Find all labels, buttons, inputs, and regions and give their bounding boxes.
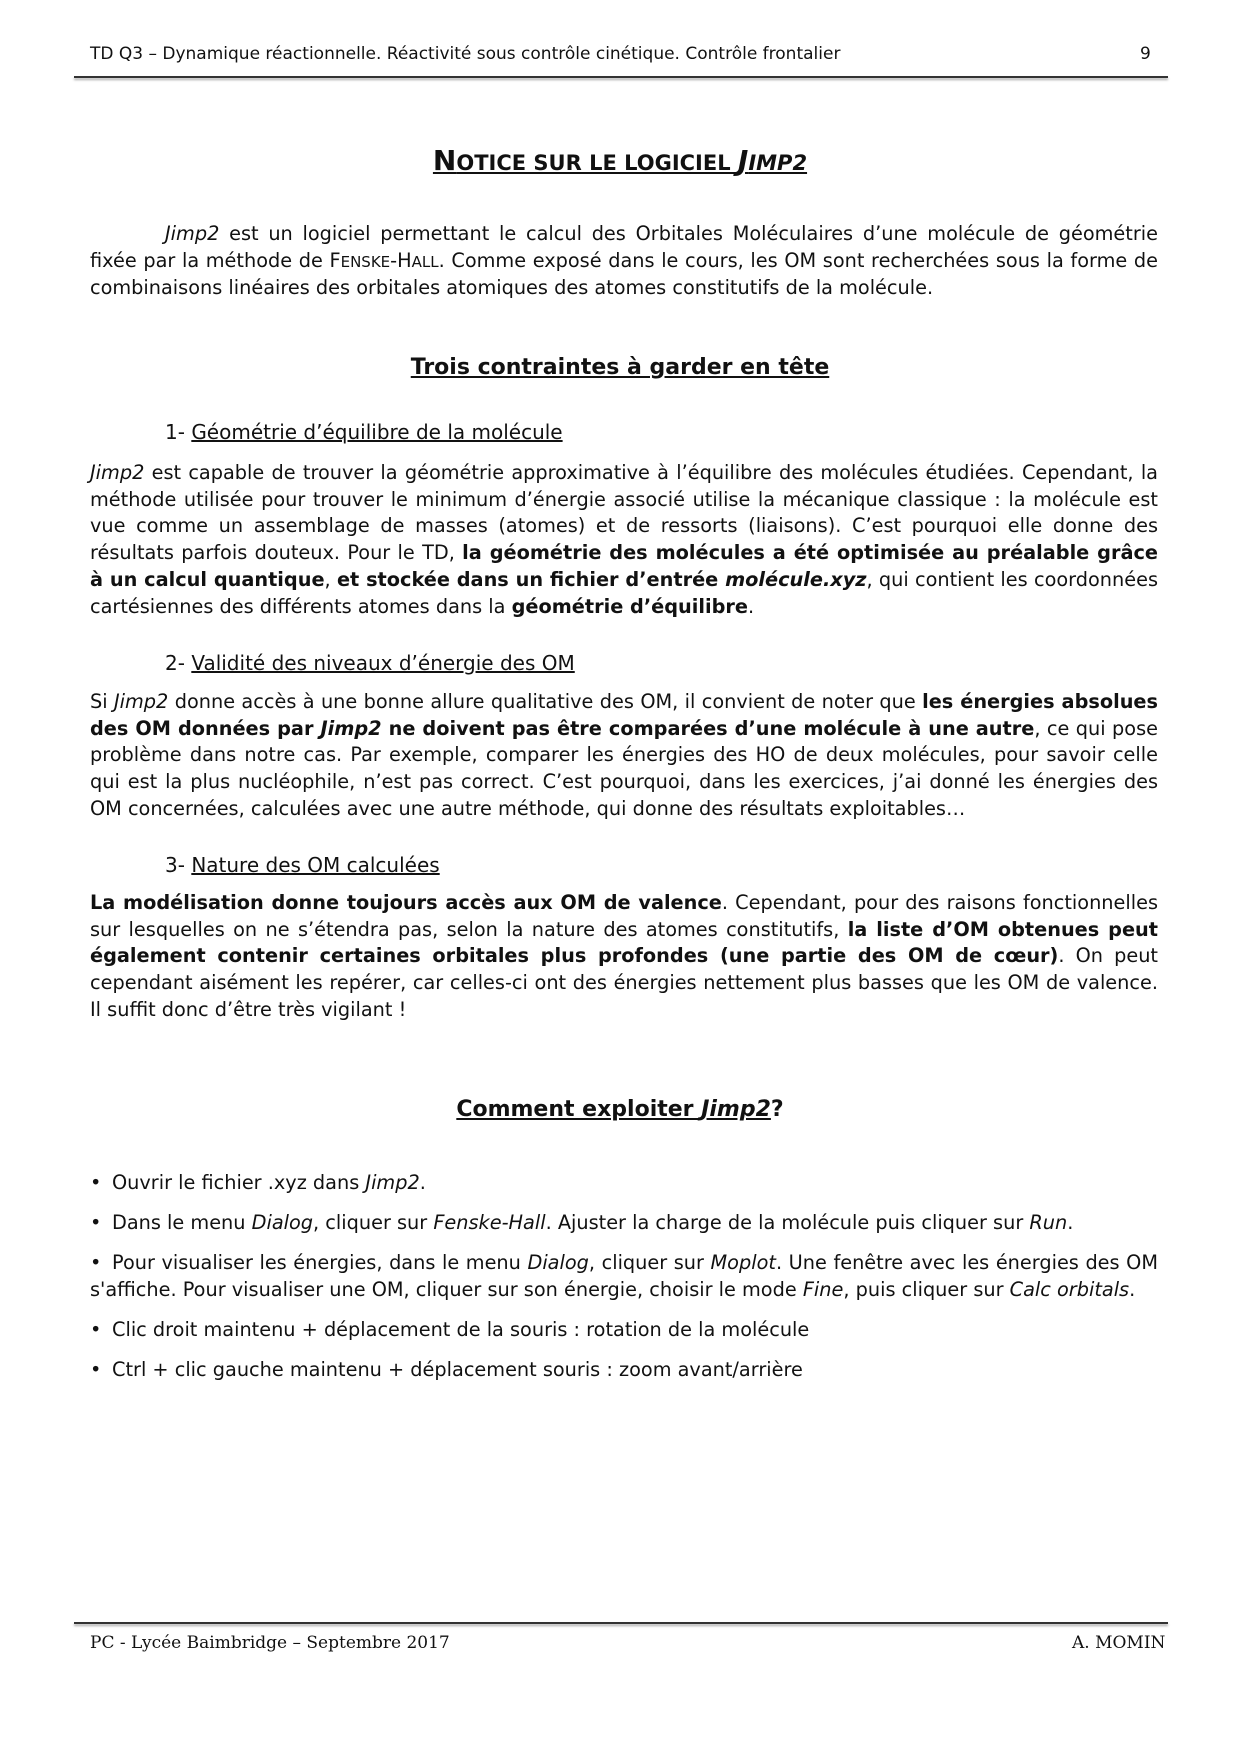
bullet-3-text-e: . Une fenêtre avec les énergies des OM s'affiche. Pour visualiser une OM, cliquer sur son énergie, choisir le mode (90, 1251, 1158, 1301)
title-prefix: N (432, 144, 457, 177)
p2-bold-jimp2: Jimp2 (320, 716, 382, 740)
p1-filename: molécule.xyz (725, 567, 867, 591)
bullet-3-dot: • (90, 1251, 102, 1274)
p3-bold-c: la liste d’OM obtenues peut également contenir certaines orbitales plus profondes (une partie des OM de cœur) (90, 917, 1158, 968)
p1-text-b: est capable de trouver la géométrie approximative à l’équilibre des molécules étudiées. Cependant, la méthode utilisée pour trouver le minimum d’énergie associé utilise la mécanique classique : la molécule est vue comme un assemblage de masses (atomes) et de ressorts (liaisons). C’est pourquoi elle donne des résultats parfois douteux. Pour le TD, (90, 461, 1158, 565)
p1-bold-h: géométrie d’équilibre (511, 594, 748, 618)
header-rule (74, 76, 1168, 78)
bullet-3 (90, 1250, 1158, 1303)
bullet-3-text-c: , cliquer sur (588, 1251, 711, 1274)
subheading-1-number: 1- (165, 420, 192, 444)
title-italic-rest: IMP2 (748, 151, 808, 175)
p2-text-c: donne accès à une bonne allure qualitative des OM, il convient de noter que (168, 690, 923, 713)
header-title: TD Q3 – Dynamique réactionnelle. Réactivité sous contrôle cinétique. Contrôle frontalier (90, 44, 841, 64)
bullet-4-dot: • (90, 1318, 102, 1341)
bullet-3-fine: Fine (802, 1277, 844, 1301)
paragraph-energy-levels (90, 689, 1158, 823)
section2-heading (0, 1097, 1240, 1122)
section2-heading-a: Comment exploiter (456, 1097, 702, 1122)
bullet-3-text-i: . (1129, 1277, 1136, 1301)
p1-text-i: . (747, 594, 755, 618)
bullet-5-dot: • (90, 1358, 102, 1381)
bullet-2-text-g: . (1067, 1211, 1074, 1234)
subheading-2-label: Validité des niveaux d’énergie des OM (191, 651, 575, 675)
bullet-2-text-e: . Ajuster la charge de la molécule puis cliquer sur (545, 1211, 1030, 1234)
bullet-2-run: Run (1029, 1211, 1068, 1234)
p2-bold-f: ne doivent pas être comparées d’une molécule à une autre (381, 716, 1035, 740)
bullet-2-dot: • (90, 1211, 102, 1234)
bullet-2-text-a: Dans le menu (112, 1211, 252, 1234)
paragraph-om-nature (90, 890, 1158, 1024)
subheading-3-label: Nature des OM calculées (191, 853, 440, 877)
subheading-1-label: Géométrie d’équilibre de la molécule (191, 420, 563, 444)
fenske-f: F (329, 248, 341, 272)
section2-heading-jimp2: Jimp2 (701, 1097, 771, 1122)
subheading-3-number: 3- (165, 853, 192, 877)
p3-bold-a: La modélisation donne toujours accès aux OM de valence (90, 891, 722, 914)
p2-bold-d: les énergies absolues des OM données par (90, 690, 1158, 740)
p3-text-d: . On peut cependant aisément les repérer, car celles-ci ont des énergies nettement plus basses que les OM de valence. Il suffit donc d’être très vigilant ! (90, 944, 1158, 1021)
bullet-3-moplot: Moplot (710, 1251, 776, 1274)
footer-right: A. MOMIN (1072, 1633, 1166, 1653)
subheading-2-number: 2- (165, 651, 192, 675)
title-italic-j: J (737, 144, 749, 177)
bullet-2-dialog: Dialog (251, 1211, 314, 1234)
bullet-1-jimp2: Jimp2 (365, 1171, 420, 1194)
p2-text-a: Si (90, 690, 114, 713)
paragraph-geometry (90, 460, 1158, 620)
bullet-3-calc-orbitals: Calc orbitals (1009, 1277, 1130, 1301)
hall-h: H (397, 248, 412, 272)
p1-jimp2: Jimp2 (90, 461, 145, 484)
bullet-1 (90, 1170, 1160, 1197)
bullet-2-text-c: , cliquer sur (313, 1211, 434, 1234)
hall-rest: ALL (411, 252, 439, 271)
bullet-2 (90, 1210, 1160, 1237)
subheading-2 (165, 651, 575, 675)
subheading-3 (165, 853, 440, 877)
p2-jimp2: Jimp2 (113, 690, 169, 713)
bullet-4 (90, 1317, 1160, 1344)
fenske-rest: ENSKE (340, 252, 391, 271)
bullet-2-fenske-hall: Fenske-Hall (433, 1211, 546, 1234)
p2-text-g: , ce qui pose problème dans notre cas. Par exemple, comparer les énergies des HO de deux molécules, pour savoir celle qui est la plus nucléophile, n’est pas correct. C’est pourquoi, dans les exercices, j’ai donné les énergies des OM concernées, calculées avec une autre méthode, qui donne des résultats exploitables… (90, 716, 1158, 820)
p3-text-b: . Cependant, pour des raisons fonctionnelles sur lesquelles on ne s’étendra pas, selon la nature des atomes constitutifs, (90, 891, 1159, 941)
bullet-3-text-g: , puis cliquer sur (843, 1277, 1010, 1301)
bullet-5-text: Ctrl + clic gauche maintenu + déplacement souris : zoom avant/arrière (112, 1358, 803, 1381)
intro-text-2: . Comme exposé dans le cours, les OM sont recherchées sous la forme de combinaisons linéaires des orbitales atomiques des atomes constitutifs de la molécule. (90, 248, 1158, 300)
p1-bold-e: et stockée dans un fichier d’entrée (336, 567, 726, 591)
bullet-4-text: Clic droit maintenu + déplacement de la souris : rotation de la molécule (112, 1318, 810, 1341)
p1-bold-c: la géométrie des molécules a été optimisée au préalable grâce à un calcul quantique (90, 541, 1158, 591)
document-title (0, 144, 1240, 177)
bullet-1-text-c: . (419, 1171, 426, 1194)
bullet-1-text-a: Ouvrir le fichier .xyz dans (112, 1171, 366, 1194)
section2-heading-c: ? (770, 1097, 784, 1122)
intro-text-1: est un logiciel permettant le calcul des Orbitales Moléculaires d’une molécule de géométrie fixée par la méthode de (90, 222, 1158, 272)
bullet-3-text-a: Pour visualiser les énergies, dans le menu (112, 1251, 528, 1274)
title-small-caps: OTICE SUR LE LOGICIEL (456, 151, 738, 175)
p1-text-d: , (324, 567, 337, 591)
p1-text-g: , qui contient les coordonnées cartésiennes des différents atomes dans la (90, 567, 1158, 618)
page-number: 9 (1140, 44, 1151, 64)
footer-left: PC - Lycée Baimbridge – Septembre 2017 (90, 1633, 450, 1653)
bullet-3-dialog: Dialog (527, 1251, 589, 1274)
intro-jimp2: Jimp2 (165, 222, 220, 245)
bullet-1-dot: • (90, 1171, 102, 1194)
footer-rule (74, 1622, 1168, 1624)
intro-paragraph (90, 221, 1158, 302)
subheading-1 (165, 420, 563, 444)
bullet-5 (90, 1357, 1160, 1384)
section1-heading: Trois contraintes à garder en tête (410, 355, 830, 380)
fenske-dash: - (390, 248, 398, 272)
